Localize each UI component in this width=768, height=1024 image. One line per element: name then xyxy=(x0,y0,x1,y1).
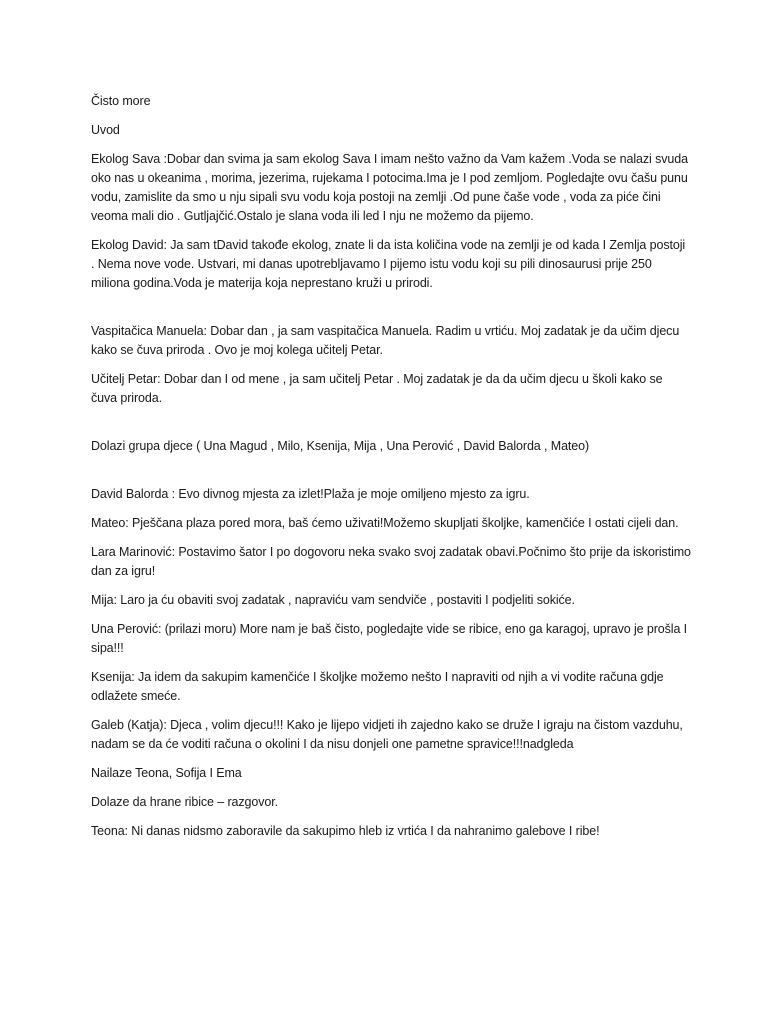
paragraph: David Balorda : Evo divnog mjesta za izlet!Plaža je moje omiljeno mjesto za igru. xyxy=(91,487,530,501)
stage-direction: Dolazi grupa djece ( Una Magud , Milo, Ksenija, Mija , Una Perović , David Balorda , Mateo) xyxy=(91,439,590,453)
document-title: Čisto more xyxy=(91,94,151,108)
stage-direction: Dolaze da hrane ribice – razgovor. xyxy=(91,795,278,809)
document-body xyxy=(91,92,691,851)
paragraph: Una Perović: (prilazi moru) More nam je baš čisto, pogledajte vide se ribice, eno ga karagoj, upravo je prošla I sipa!!! xyxy=(91,622,688,655)
paragraph: Ekolog Sava :Dobar dan svima ja sam ekolog Sava I imam nešto važno da Vam kažem .Voda se nalazi svuda oko nas u okeanima , morima, jezerima, rujekama I potocima.Ima je I pod zemljom. Pogledajte ovu čašu punu vodu, zamislite da smo u nju sipali svu vodu koja postoji na zemlji .Od pune čaše vode , voda za piće čini veoma mali dio . Gutljajčić.Ostalo je slana voda ili led I nju ne možemo da pijemo. xyxy=(91,152,688,223)
paragraph: Teona: Ni danas nidsmo zaboravile da sakupimo hleb iz vrtića I da nahranimo galebove I ribe! xyxy=(91,824,600,838)
paragraph: Mija: Laro ja ću obaviti svoj zadatak , napraviću vam sendviče , postaviti I podjeliti sokiće. xyxy=(91,593,575,607)
paragraph: Mateo: Pješčana plaza pored mora, baš ćemo uživati!Možemo skupljati školjke, kamenčiće I ostati cijeli dan. xyxy=(91,516,679,530)
paragraph: Ekolog David: Ja sam tDavid takođe ekolog, znate li da ista količina vode na zemlji je od kada I Zemlja postoji . Nema nove vode. Ustvari, mi danas upotrebljavamo I pijemo istu vodu koji su pili dinosaurusi prije 250 miliona godina.Voda je materija koja neprestano kruži u prirodi. xyxy=(91,238,686,290)
stage-direction: Nailaze Teona, Sofija I Ema xyxy=(91,766,242,780)
paragraph: Galeb (Katja): Djeca , volim djecu!!! Kako je lijepo vidjeti ih zajedno kako se druže I igraju na čistom vazduhu, nadam se da će voditi računa o okolini I da nisu donjeli one pametne spravice!!!nadgleda xyxy=(91,718,683,751)
paragraph: Učitelj Petar: Dobar dan I od mene , ja sam učitelj Petar . Moj zadatak je da da učim djecu u školi kako se čuva priroda. xyxy=(91,372,663,405)
paragraph: Vaspitačica Manuela: Dobar dan , ja sam vaspitačica Manuela. Radim u vrtiću. Moj zadatak je da učim djecu kako se čuva priroda . Ovo je moj kolega učitelj Petar. xyxy=(91,324,680,357)
paragraph: Ksenija: Ja idem da sakupim kamenčiće I školjke možemo nešto I napraviti od njih a vi vodite računa gdje odlažete smeće. xyxy=(91,670,664,703)
section-heading: Uvod xyxy=(91,123,120,137)
paragraph: Lara Marinović: Postavimo šator I po dogovoru neka svako svoj zadatak obavi.Počnimo što prije da iskoristimo dan za igru! xyxy=(91,545,691,578)
